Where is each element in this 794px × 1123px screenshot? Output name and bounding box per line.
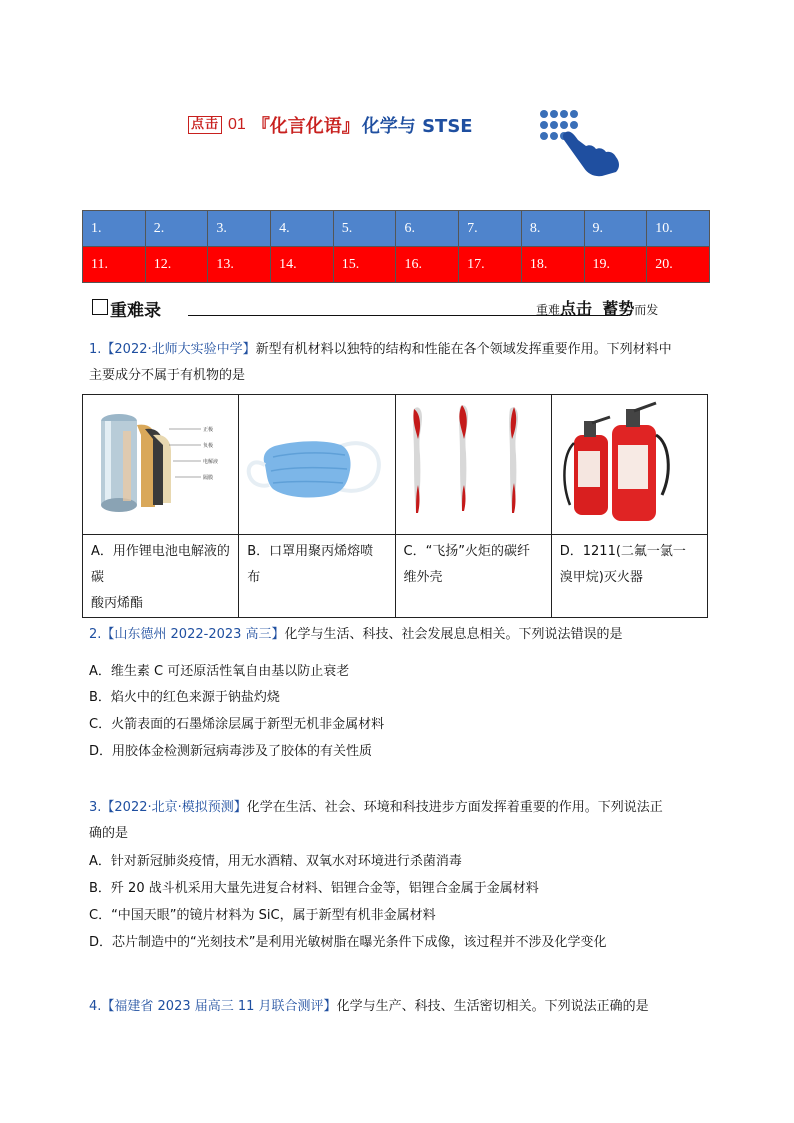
option-text: B．口罩用聚丙烯熔喷 bbox=[247, 544, 374, 559]
answer-cell[interactable]: 13. bbox=[208, 247, 271, 283]
answer-cell[interactable]: 9. bbox=[584, 211, 647, 247]
question-number: 3. bbox=[89, 800, 102, 815]
section-header bbox=[92, 296, 690, 320]
battery-label: 负极 bbox=[203, 443, 214, 449]
question-stem: 确的是 bbox=[89, 826, 129, 841]
answer-cell[interactable]: 8. bbox=[521, 211, 584, 247]
answer-cell[interactable]: 15. bbox=[333, 247, 396, 283]
question-stem: 化学与生活、科技、社会发展息息相关。下列说法错误的是 bbox=[284, 627, 623, 642]
question-number: 1. bbox=[89, 342, 102, 357]
option-b-image-cell bbox=[239, 395, 395, 535]
answer-cell[interactable]: 6. bbox=[396, 211, 459, 247]
hand-pointer-icon bbox=[536, 108, 628, 182]
answer-grid bbox=[82, 210, 710, 283]
question-4 bbox=[89, 994, 649, 1020]
option-text: D．1211(二氟一氯一 bbox=[559, 544, 686, 559]
question-2 bbox=[89, 622, 623, 648]
question-number: 4. bbox=[89, 999, 102, 1014]
answer-cell[interactable]: 3. bbox=[208, 211, 271, 247]
answer-cell[interactable]: 17. bbox=[459, 247, 522, 283]
answer-cell[interactable]: 4. bbox=[271, 211, 334, 247]
question-stem: 主要成分不属于有机物的是 bbox=[89, 368, 246, 383]
q3-option-c[interactable]: C．“中国天眼”的镜片材料为 SiC，属于新型有机非金属材料 bbox=[89, 908, 436, 923]
q3-option-a[interactable]: A．针对新冠肺炎疫情，用无水酒精、双氧水对环境进行杀菌消毒 bbox=[89, 854, 462, 869]
section-title: 重难录 bbox=[110, 301, 161, 321]
answer-cell[interactable]: 18. bbox=[521, 247, 584, 283]
battery-label: 电解液 bbox=[203, 459, 219, 465]
face-mask-image bbox=[239, 395, 391, 530]
question-source: 【2022·北京·模拟预测】 bbox=[101, 800, 247, 815]
q2-option-d[interactable]: D．用胶体金检测新冠病毒涉及了胶体的有关性质 bbox=[89, 744, 373, 759]
slogan-part: 而发 bbox=[634, 303, 659, 317]
title-badge: 点击 bbox=[188, 116, 222, 134]
title-quote: 『化言化语』 bbox=[251, 116, 360, 137]
page-title bbox=[188, 114, 473, 136]
option-d[interactable] bbox=[551, 535, 707, 618]
answer-cell[interactable]: 20. bbox=[647, 247, 710, 283]
option-a-image-cell bbox=[83, 395, 239, 535]
answer-cell[interactable]: 7. bbox=[459, 211, 522, 247]
option-text: A．用作锂电池电解液的碳 bbox=[91, 544, 230, 585]
q2-option-a[interactable]: A．维生素 C 可还原活性氧自由基以防止衰老 bbox=[89, 664, 350, 679]
option-text: 酸丙烯酯 bbox=[91, 596, 144, 611]
question-3 bbox=[89, 795, 709, 847]
slogan-part: 蓄势 bbox=[602, 299, 635, 318]
answer-cell[interactable]: 2. bbox=[145, 211, 208, 247]
option-b[interactable] bbox=[239, 535, 395, 618]
option-text: 维外壳 bbox=[403, 570, 443, 585]
title-number: 01 bbox=[228, 116, 246, 133]
question-source: 【福建省 2023 届高三 11 月联合测评】 bbox=[101, 999, 337, 1014]
answer-cell[interactable]: 16. bbox=[396, 247, 459, 283]
answer-row-2 bbox=[83, 247, 710, 283]
title-topic: 化学与 STSE bbox=[361, 116, 473, 137]
question-stem: 化学在生活、社会、环境和科技进步方面发挥着重要的作用。下列说法正 bbox=[246, 800, 663, 815]
question-source: 【2022·北师大实验中学】 bbox=[101, 342, 256, 357]
answer-cell[interactable]: 5. bbox=[333, 211, 396, 247]
battery-label: 隔膜 bbox=[203, 475, 214, 481]
option-d-image-cell bbox=[551, 395, 707, 535]
answer-cell[interactable]: 19. bbox=[584, 247, 647, 283]
options-table bbox=[82, 394, 708, 618]
torch-image bbox=[396, 395, 548, 530]
answer-cell[interactable]: 10. bbox=[647, 211, 710, 247]
slogan-part: 点击 bbox=[560, 299, 593, 318]
answer-row-1 bbox=[83, 211, 710, 247]
battery-label: 正极 bbox=[203, 427, 214, 433]
question-1 bbox=[89, 337, 709, 389]
answer-cell[interactable]: 12. bbox=[145, 247, 208, 283]
answer-cell[interactable]: 1. bbox=[83, 211, 146, 247]
q3-option-d[interactable]: D．芯片制造中的“光刻技术”是利用光敏树脂在曝光条件下成像，该过程并不涉及化学变化 bbox=[89, 935, 607, 950]
slogan-part: 重难 bbox=[536, 303, 561, 317]
question-stem: 新型有机材料以独特的结构和性能在各个领域发挥重要作用。下列材料中 bbox=[255, 342, 672, 357]
question-stem: 化学与生产、科技、生活密切相关。下列说法正确的是 bbox=[336, 999, 649, 1014]
q3-option-b[interactable]: B．歼 20 战斗机采用大量先进复合材料、铝锂合金等，铝锂合金属于金属材料 bbox=[89, 881, 539, 896]
q2-option-c[interactable]: C．火箭表面的石墨烯涂层属于新型无机非金属材料 bbox=[89, 717, 385, 732]
question-number: 2. bbox=[89, 627, 102, 642]
answer-cell[interactable]: 14. bbox=[271, 247, 334, 283]
q2-option-b[interactable]: B．焰火中的红色来源于钠盐灼烧 bbox=[89, 690, 280, 705]
question-source: 【山东德州 2022-2023 高三】 bbox=[101, 627, 285, 642]
option-a[interactable] bbox=[83, 535, 239, 618]
fire-extinguisher-image bbox=[552, 395, 700, 530]
option-text: C．“飞扬”火炬的碳纤 bbox=[403, 544, 531, 559]
option-c[interactable] bbox=[395, 535, 551, 618]
option-text: 布 bbox=[247, 570, 261, 585]
checkbox-icon bbox=[92, 299, 108, 315]
option-text: 溴甲烷)灭火器 bbox=[559, 570, 643, 585]
option-c-image-cell bbox=[395, 395, 551, 535]
lithium-battery-image bbox=[83, 395, 257, 530]
answer-cell[interactable]: 11. bbox=[83, 247, 146, 283]
section-slogan bbox=[536, 296, 658, 319]
